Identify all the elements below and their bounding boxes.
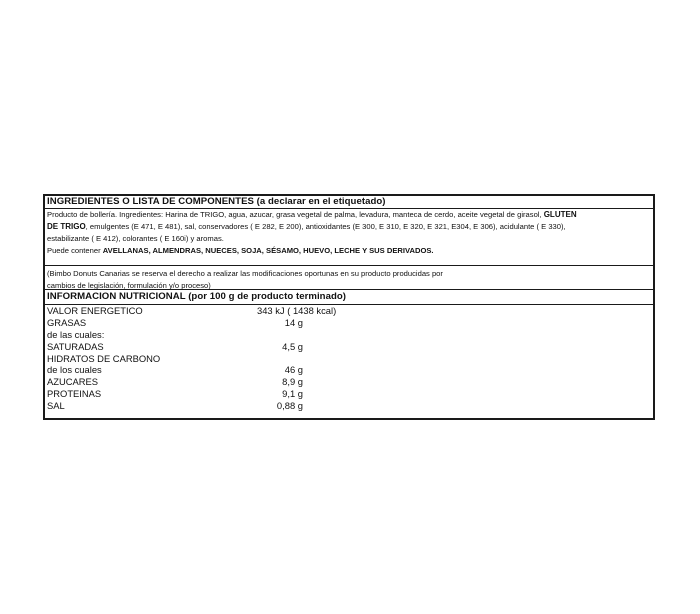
nutrient-value: 46 g xyxy=(284,364,303,376)
nutrient-name: de los cuales xyxy=(47,364,102,376)
nutrient-value: 343 kJ ( 1438 kcal) xyxy=(257,305,337,316)
nutrition-row-sugars xyxy=(45,376,653,388)
nutrient-name: GRASAS xyxy=(47,316,87,328)
nutrient-name: de las cuales: xyxy=(47,328,105,340)
ingredients-gluten-bold: GLUTEN xyxy=(543,210,577,219)
ingredients-line-3: estabilizante ( E 412), colorantes ( E 160i) y aromas. xyxy=(47,234,224,243)
note-line-2: cambios de legislación, formulación y/o proceso) xyxy=(47,281,211,290)
nutrition-row-carbohydrates xyxy=(45,353,653,365)
nutrition-row-fat xyxy=(45,317,653,329)
nutrient-name: VALOR ENERGETICO xyxy=(47,305,143,316)
nutrient-value: 0,88 g xyxy=(276,400,303,412)
nutrient-name: HIDRATOS DE CARBONO xyxy=(47,352,161,364)
nutrient-name: AZUCARES xyxy=(47,376,99,388)
allergen-line xyxy=(45,245,653,257)
allergen-list: AVELLANAS, ALMENDRAS, NUECES, SOJA, SÉSAMO, HUEVO, LECHE Y SUS DERIVADOS. xyxy=(102,246,434,255)
nutrition-header: INFORMACION NUTRICIONAL (por 100 g de producto terminado) xyxy=(47,291,347,302)
nutrition-label-box xyxy=(43,194,655,420)
nutrition-row-of-which-carbs xyxy=(45,364,653,376)
nutrient-value: 8,9 g xyxy=(282,376,303,388)
ingredients-header: INGREDIENTES O LISTA DE COMPONENTES (a declarar en el etiquetado) xyxy=(47,196,386,207)
nutrient-name: SAL xyxy=(47,400,65,412)
allergen-prefix: Puede contener xyxy=(47,246,103,255)
nutrient-name: SATURADAS xyxy=(47,340,104,352)
nutrition-table xyxy=(45,305,653,412)
nutrition-row-salt xyxy=(45,400,653,412)
nutrition-row-of-which xyxy=(45,329,653,341)
nutrient-name: PROTEINAS xyxy=(47,388,102,400)
note-line-1: (Bimbo Donuts Canarias se reserva el derecho a realizar las modificaciones oportunas en su producto producidas por xyxy=(47,269,443,278)
ingredients-trigo-bold: DE TRIGO xyxy=(47,222,86,231)
nutrient-value: 9,1 g xyxy=(282,388,303,400)
note-text xyxy=(45,268,653,291)
ingredients-text xyxy=(45,209,653,257)
ingredients-line-2-text: , emulgentes (E 471, E 481), sal, conservadores ( E 282, E 200), antioxidantes (E 300, E 310, E 320, E 321, E304, E 306), acidulante ( E 330), xyxy=(85,222,566,231)
nutrition-header-divider-top xyxy=(45,289,653,290)
nutrient-value: 14 g xyxy=(284,316,303,328)
nutrition-row-energy xyxy=(45,305,653,317)
nutrition-row-protein xyxy=(45,388,653,400)
nutrition-row-saturated xyxy=(45,341,653,353)
ingredients-line-1 xyxy=(45,209,653,221)
note-divider xyxy=(45,265,653,266)
nutrient-value: 4,5 g xyxy=(282,340,303,352)
ingredients-line-1-text: Producto de bollería. Ingredientes: Harina de TRIGO, agua, azucar, grasa vegetal de palma, levadura, manteca de cerdo, aceite vegetal de girasol, xyxy=(47,210,544,219)
ingredients-line-2 xyxy=(45,221,653,233)
